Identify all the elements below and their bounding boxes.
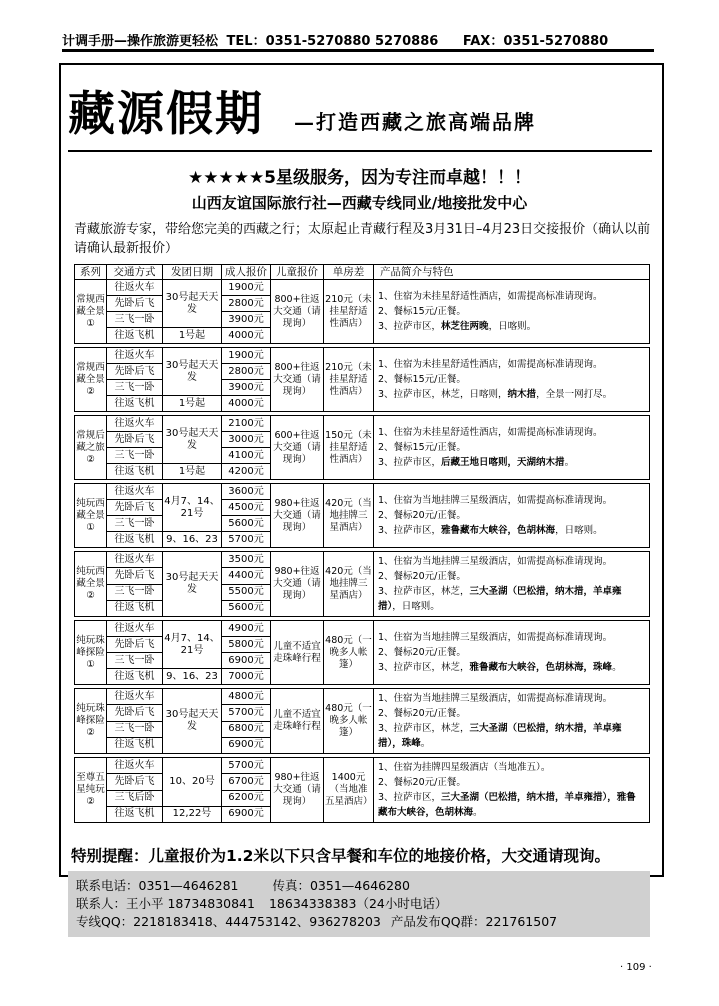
- description-text: 挂牌三星级: [441, 556, 489, 567]
- contact-box: [68, 871, 650, 937]
- description-cell: [374, 621, 650, 685]
- stars-banner: ★★★★★5星级服务，因为专注而卓越！！！: [187, 168, 532, 188]
- price-cell: 5800元: [222, 637, 271, 653]
- series-cell: 纯玩西藏全景①: [75, 484, 107, 548]
- contact-qq: 专线QQ：2218183418、444753142、936278203: [76, 914, 381, 929]
- description-text: 2、餐标15元/正餐。: [378, 442, 466, 453]
- price-cell: 5700元: [222, 705, 271, 721]
- description-text: ，全景一网打尽。: [536, 389, 613, 400]
- contact-person: 联系人：王小平 18734830841: [76, 896, 255, 911]
- transport-cell: 三飞一卧: [107, 653, 163, 669]
- description-cell: [374, 348, 650, 412]
- price-cell: 4100元: [222, 448, 271, 464]
- single-supplement-cell: 420元（当地挂牌三星酒店）: [324, 484, 374, 548]
- price-cell: 1900元: [222, 348, 271, 364]
- price-cell: 3900元: [222, 312, 271, 328]
- child-price-cell: 980+往返大交通（请现询）: [271, 758, 324, 823]
- transport-cell: 往返飞机: [107, 806, 163, 822]
- description-text: 。: [473, 807, 483, 818]
- description-text: 3、拉萨市区，: [378, 525, 442, 536]
- child-price-cell: 儿童不适宜走珠峰行程: [271, 621, 324, 685]
- description-text: 3、拉萨市区，: [378, 321, 442, 332]
- header-tel: TEL：0351-5270880 5270886: [226, 34, 439, 49]
- transport-cell: 先卧后飞: [107, 637, 163, 653]
- transport-cell: 三飞一卧: [107, 584, 163, 600]
- description-text: ，日喀则。: [488, 321, 537, 332]
- child-price-cell: 儿童不适宜走珠峰行程: [271, 689, 324, 754]
- date-cell: 9、16、23: [163, 532, 222, 548]
- description-text: 挂牌四星级酒店（当地准五）: [422, 762, 541, 773]
- contact-qq-group: 产品发布QQ群：221761507: [390, 914, 558, 929]
- description-text: 三大圣湖（巴松措，纳木措，羊卓雍措），珠峰: [378, 723, 622, 749]
- description-text: 酒店，如需提高标准请现询。: [488, 556, 613, 567]
- series-cell: 常规西藏全景①: [75, 280, 107, 344]
- date-cell: 30号起天天发: [163, 416, 222, 464]
- column-header: 产品简介与特色: [374, 265, 650, 280]
- transport-cell: 往返飞机: [107, 532, 163, 548]
- price-cell: 4000元: [222, 328, 271, 344]
- description-text: 1、住宿为未挂星舒适性酒店，如需提高标准请现询。: [378, 291, 603, 302]
- description-cell: [374, 416, 650, 480]
- price-cell: 5500元: [222, 584, 271, 600]
- table-row: [75, 280, 650, 296]
- date-cell: 10、20号: [163, 758, 222, 807]
- price-cell: 6900元: [222, 806, 271, 822]
- series-cell: 至尊五星纯玩②: [75, 758, 107, 823]
- description-text: 2、餐标20元/正餐。: [378, 571, 466, 582]
- intro-text: 青藏旅游专家，带给您完美的西藏之行；太原起止青藏行程及3月31日–4月23日交接报价（确认以前请确认最新报价）: [74, 222, 651, 256]
- transport-cell: 往返火车: [107, 689, 163, 705]
- column-header: 发团日期: [163, 265, 222, 280]
- transport-cell: 先卧后飞: [107, 432, 163, 448]
- special-note: 特别提醒：儿童报价为1.2米以下只含早餐和车位的地接价格，大交通请现询。: [71, 847, 610, 865]
- description-text: 。: [564, 457, 575, 468]
- contact-phone: 联系电话：0351—4646281: [76, 878, 239, 893]
- transport-cell: 往返火车: [107, 280, 163, 296]
- date-cell: 12,22号: [163, 806, 222, 822]
- date-cell: 1号起: [163, 328, 222, 344]
- child-price-cell: 800+往返大交通（请现询）: [271, 348, 324, 412]
- description-cell: [374, 280, 650, 344]
- table-row: [75, 552, 650, 568]
- description-text: 挂牌三星级: [441, 693, 489, 704]
- price-cell: 6900元: [222, 737, 271, 753]
- description-text: 后藏王地日喀则，天湖纳木措: [441, 457, 565, 468]
- column-header: 系列: [75, 265, 107, 280]
- date-cell: 4月7、14、21号: [163, 484, 222, 532]
- column-header: 单房差: [324, 265, 374, 280]
- column-header: 交通方式: [107, 265, 163, 280]
- description-text: 1、住宿为未挂星舒适性酒店，如需提高标准请现询。: [378, 359, 603, 370]
- column-header: 成人报价: [222, 265, 271, 280]
- description-text: 3、拉萨市区，林芝，日喀则，: [378, 389, 508, 400]
- single-supplement-cell: 480元（一晚多人帐篷）: [324, 621, 374, 685]
- transport-cell: 先卧后飞: [107, 705, 163, 721]
- description-cell: [374, 689, 650, 754]
- description-text: 1、住宿为未挂星舒适性酒店，如需提高标准请现询。: [378, 427, 603, 438]
- date-cell: 30号起天天发: [163, 552, 222, 617]
- child-price-cell: 600+往返大交通（请现询）: [271, 416, 324, 480]
- table-row: [75, 416, 650, 432]
- child-price-cell: 980+往返大交通（请现询）: [271, 552, 324, 617]
- transport-cell: 先卧后飞: [107, 364, 163, 380]
- description-text: 纳木措: [507, 389, 537, 400]
- transport-cell: 往返火车: [107, 416, 163, 432]
- single-supplement-cell: 210元（未挂星舒适性酒店）: [324, 280, 374, 344]
- price-cell: 6800元: [222, 721, 271, 737]
- transport-cell: 先卧后飞: [107, 774, 163, 790]
- transport-cell: 三飞一卧: [107, 721, 163, 737]
- date-cell: 1号起: [163, 396, 222, 412]
- price-cell: 5600元: [222, 516, 271, 532]
- child-price-cell: 980+往返大交通（请现询）: [271, 484, 324, 548]
- single-supplement-cell: 150元（未挂星舒适性酒店）: [324, 416, 374, 480]
- single-supplement-cell: 480元（一晚多人帐篷）: [324, 689, 374, 754]
- price-cell: 4400元: [222, 568, 271, 584]
- description-text: 3、拉萨市区，: [378, 792, 442, 803]
- price-cell: 2800元: [222, 296, 271, 312]
- table-header-row: [75, 265, 650, 280]
- description-text: 挂牌三星级: [441, 632, 489, 643]
- transport-cell: 往返火车: [107, 758, 163, 774]
- description-text: 2、餐标15元/正餐。: [378, 306, 466, 317]
- price-cell: 4500元: [222, 500, 271, 516]
- description-text: 1、住宿为当地: [378, 556, 442, 567]
- series-cell: 常规后藏之旅②: [75, 416, 107, 480]
- price-cell: 3000元: [222, 432, 271, 448]
- description-cell: [374, 758, 650, 823]
- description-text: 挂牌三星级: [441, 495, 489, 506]
- description-text: ，日喀则。: [392, 601, 440, 612]
- price-cell: 1900元: [222, 280, 271, 296]
- table-body: [75, 280, 650, 823]
- transport-cell: 往返飞机: [107, 737, 163, 753]
- transport-cell: 往返飞机: [107, 328, 163, 344]
- price-cell: 5700元: [222, 758, 271, 774]
- description-text: 1、住宿为当地: [378, 495, 442, 506]
- contact-mobile: 18634338383（24小时电话）: [268, 896, 448, 911]
- price-cell: 4200元: [222, 464, 271, 480]
- description-text: 1、住宿为: [378, 762, 423, 773]
- contact-fax: 传真：0351—4646280: [272, 878, 410, 893]
- description-text: 雅鲁藏布大峡谷，色胡林海: [441, 525, 556, 536]
- description-text: 酒店，如需提高标准请现询。: [488, 693, 613, 704]
- price-cell: 5600元: [222, 600, 271, 616]
- price-cell: 7000元: [222, 669, 271, 685]
- description-text: 3、拉萨市区，林芝，: [378, 662, 470, 673]
- table-row: [75, 348, 650, 364]
- description-text: 酒店，如需提高标准请现询。: [488, 495, 613, 506]
- transport-cell: 三飞一卧: [107, 516, 163, 532]
- description-text: 雅鲁藏布大峡谷，色胡林海，珠峰: [469, 662, 613, 673]
- description-text: 三大圣湖（巴松措，纳木措，羊卓雍措），雅鲁藏布大峡谷，色胡林海: [378, 792, 636, 818]
- transport-cell: 往返火车: [107, 621, 163, 637]
- transport-cell: 三飞一卧: [107, 448, 163, 464]
- series-cell: 常规西藏全景②: [75, 348, 107, 412]
- price-cell: 2100元: [222, 416, 271, 432]
- table-row: [75, 758, 650, 774]
- description-cell: [374, 552, 650, 617]
- description-text: 2、餐标15元/正餐。: [378, 374, 466, 385]
- description-text: 2、餐标20元/正餐。: [378, 708, 466, 719]
- description-text: 1、住宿为当地: [378, 693, 442, 704]
- table-row: [75, 621, 650, 637]
- description-text: 。: [420, 738, 431, 749]
- price-cell: 2800元: [222, 364, 271, 380]
- date-cell: 30号起天天发: [163, 280, 222, 328]
- transport-cell: 先卧后飞: [107, 500, 163, 516]
- transport-cell: 三飞一卧: [107, 312, 163, 328]
- date-cell: 1号起: [163, 464, 222, 480]
- agency-title: 山西友谊国际旅行社—西藏专线同业/地接批发中心: [191, 194, 528, 212]
- column-header: 儿童报价: [271, 265, 324, 280]
- price-cell: 3900元: [222, 380, 271, 396]
- series-cell: 纯玩珠峰探险②: [75, 689, 107, 754]
- date-cell: 4月7、14、21号: [163, 621, 222, 669]
- brand-name: 藏源假期: [68, 87, 264, 142]
- date-cell: 9、16、23: [163, 669, 222, 685]
- description-text: 2、餐标20元/正餐。: [378, 647, 466, 658]
- single-supplement-cell: 1400元（当地准五星酒店）: [324, 758, 374, 823]
- page-number: · 109 ·: [620, 962, 652, 973]
- price-cell: 6200元: [222, 790, 271, 806]
- price-cell: 6700元: [222, 774, 271, 790]
- description-text: 3、拉萨市区，林芝，: [378, 723, 470, 734]
- transport-cell: 先卧后飞: [107, 296, 163, 312]
- description-text: 2、餐标20元/正餐。: [378, 510, 466, 521]
- divider: [68, 150, 652, 152]
- header-left: 计调手册—操作旅游更轻松: [62, 34, 219, 49]
- single-supplement-cell: 210元（未挂星舒适性酒店）: [324, 348, 374, 412]
- price-cell: 5700元: [222, 532, 271, 548]
- series-cell: 纯玩珠峰探险①: [75, 621, 107, 685]
- transport-cell: 往返飞机: [107, 600, 163, 616]
- brand-slogan: —打造西藏之旅高端品牌: [294, 110, 536, 134]
- price-cell: 3600元: [222, 484, 271, 500]
- description-text: ，日喀则。: [555, 525, 603, 536]
- header-bar: [62, 34, 654, 52]
- child-price-cell: 800+往返大交通（请现询）: [271, 280, 324, 344]
- transport-cell: 往返飞机: [107, 669, 163, 685]
- series-cell: 纯玩西藏全景②: [75, 552, 107, 617]
- price-cell: 4000元: [222, 396, 271, 412]
- description-text: 3、拉萨市区，: [378, 457, 442, 468]
- table-row: [75, 484, 650, 500]
- description-text: 林芝往两晚: [441, 321, 489, 332]
- price-cell: 4800元: [222, 689, 271, 705]
- description-text: 1、住宿为当地: [378, 632, 442, 643]
- description-text: 。: [612, 662, 622, 673]
- price-cell: 6900元: [222, 653, 271, 669]
- transport-cell: 先卧后飞: [107, 568, 163, 584]
- price-cell: 3500元: [222, 552, 271, 568]
- date-cell: 30号起天天发: [163, 348, 222, 396]
- transport-cell: 往返飞机: [107, 464, 163, 480]
- transport-cell: 三飞后卧: [107, 790, 163, 806]
- table-row: [75, 689, 650, 705]
- description-text: 三大圣湖（巴松措，纳木措，羊卓雍措）: [378, 586, 622, 612]
- transport-cell: 往返火车: [107, 348, 163, 364]
- transport-cell: 往返火车: [107, 552, 163, 568]
- description-text: 2、餐标20元/正餐。: [378, 777, 466, 788]
- date-cell: 30号起天天发: [163, 689, 222, 754]
- single-supplement-cell: 420元（当地挂牌三星酒店）: [324, 552, 374, 617]
- description-text: 3、拉萨市区，林芝，: [378, 586, 470, 597]
- description-text: 。: [540, 762, 551, 773]
- price-cell: 4900元: [222, 621, 271, 637]
- transport-cell: 往返飞机: [107, 396, 163, 412]
- transport-cell: 往返火车: [107, 484, 163, 500]
- transport-cell: 三飞一卧: [107, 380, 163, 396]
- header-fax: FAX：0351-5270880: [462, 34, 609, 49]
- tour-table: [74, 264, 650, 823]
- description-text: 酒店，如需提高标准请现询。: [488, 632, 613, 643]
- description-cell: [374, 484, 650, 548]
